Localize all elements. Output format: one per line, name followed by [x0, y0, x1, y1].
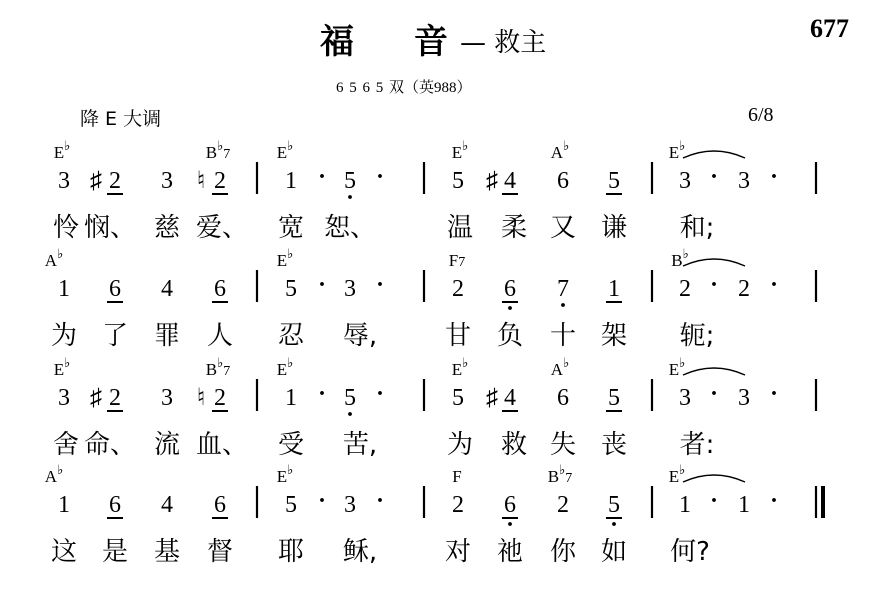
- chord-symbol: A♭: [550, 138, 570, 162]
- jianpu-note: 6: [109, 276, 121, 302]
- accidental-sign: ♯: [486, 168, 498, 194]
- lower-octave-dot: [508, 522, 512, 526]
- lyric-syllable: 温: [446, 213, 474, 243]
- lyric-syllable: 爱、: [195, 213, 249, 243]
- lyric-syllable: 负: [496, 321, 524, 351]
- jianpu-note: 2: [452, 492, 464, 518]
- duration-dot: ·: [317, 164, 327, 190]
- tie-slur: [683, 151, 745, 158]
- jianpu-note: 7: [557, 276, 569, 302]
- duration-dot: ·: [375, 381, 385, 407]
- jianpu-note: 3: [738, 168, 750, 194]
- jianpu-note: 2: [679, 276, 691, 302]
- lower-octave-dot: [348, 195, 352, 199]
- lyric-syllable: 祂: [496, 537, 524, 567]
- duration-dot: ·: [375, 272, 385, 298]
- jianpu-note: 6: [109, 492, 121, 518]
- chord-symbol: $B^♭_7$: [205, 355, 231, 379]
- tie-slur: [683, 475, 745, 482]
- accidental-sign: ♯: [90, 168, 102, 194]
- accidental-sign: ♯: [90, 385, 102, 411]
- lyric-syllable: 又: [549, 213, 577, 243]
- jianpu-note: 3: [738, 385, 750, 411]
- duration-dot: ·: [709, 381, 719, 407]
- lyric-syllable: 舍: [52, 430, 80, 460]
- lyric-syllable: 恕、: [323, 213, 377, 243]
- duration-dot: ·: [709, 164, 719, 190]
- jianpu-note: 2: [109, 385, 121, 411]
- jianpu-note: 5: [344, 168, 356, 194]
- lower-octave-dot: [561, 303, 565, 307]
- lyric-syllable: 柔: [500, 213, 528, 243]
- chord-symbol: E♭: [276, 246, 294, 270]
- jianpu-note: 3: [161, 385, 173, 411]
- lyric-syllable: 人: [206, 321, 234, 351]
- lyric-syllable: 轭;: [679, 321, 715, 351]
- chord-symbol: F: [452, 467, 462, 486]
- chord-symbol: E♭: [276, 138, 294, 162]
- tie-slur: [683, 259, 745, 266]
- chord-symbol: B♭: [671, 246, 689, 270]
- jianpu-note: 2: [557, 492, 569, 518]
- jianpu-note: 3: [679, 168, 691, 194]
- chord-symbol: E♭: [668, 355, 686, 379]
- jianpu-note: 3: [679, 385, 691, 411]
- jianpu-note: 1: [285, 385, 297, 411]
- chord-symbol: A♭: [44, 462, 64, 486]
- lyric-syllable: 如: [600, 537, 628, 567]
- lyric-syllable: 命、: [83, 430, 137, 460]
- chord-symbol: A♭: [44, 246, 64, 270]
- lyric-syllable: 为: [446, 430, 474, 460]
- jianpu-note: 4: [161, 492, 173, 518]
- jianpu-note: 2: [738, 276, 750, 302]
- lyric-syllable: 悯、: [83, 213, 137, 243]
- accidental-sign: ♮: [196, 385, 206, 411]
- lyric-syllable: 耶: [277, 537, 305, 567]
- lyric-syllable: 苦,: [342, 430, 378, 460]
- jianpu-note: 3: [344, 492, 356, 518]
- jianpu-note: 2: [452, 276, 464, 302]
- chord-symbol: E♭: [451, 138, 469, 162]
- lyric-syllable: 者:: [679, 430, 715, 460]
- duration-dot: ·: [375, 488, 385, 514]
- meter-label: 6 5 6 5 双（英988）: [336, 80, 472, 96]
- duration-dot: ·: [769, 272, 779, 298]
- lyric-syllable: 忍: [277, 321, 305, 351]
- lyric-syllable: 是: [101, 537, 129, 567]
- duration-dot: ·: [769, 488, 779, 514]
- lyric-syllable: 为: [50, 321, 78, 351]
- jianpu-note: 5: [452, 385, 464, 411]
- lyric-syllable: 这: [50, 537, 78, 567]
- duration-dot: ·: [769, 381, 779, 407]
- lower-octave-dot: [508, 306, 512, 310]
- lyric-syllable: 稣,: [342, 537, 378, 567]
- jianpu-note: 6: [557, 168, 569, 194]
- jianpu-note: 6: [504, 276, 516, 302]
- jianpu-note: 5: [285, 492, 297, 518]
- accidental-sign: ♮: [196, 168, 206, 194]
- chord-symbol: E♭: [668, 138, 686, 162]
- jianpu-note: 1: [679, 492, 691, 518]
- jianpu-note: 1: [738, 492, 750, 518]
- chord-symbol: F7: [448, 251, 466, 270]
- chord-symbol: E♭: [276, 462, 294, 486]
- lyric-syllable: 谦: [600, 213, 628, 243]
- duration-dot: ·: [709, 488, 719, 514]
- lyric-syllable: 基: [153, 537, 181, 567]
- chord-symbol: $B^♭_7$: [205, 138, 231, 162]
- jianpu-note: 3: [344, 276, 356, 302]
- lyric-syllable: 罪: [153, 321, 181, 351]
- jianpu-note: 5: [285, 276, 297, 302]
- lyric-syllable: 丧: [600, 430, 628, 460]
- lyric-syllable: 宽: [277, 213, 305, 243]
- lyric-syllable: 对: [444, 537, 472, 567]
- lyric-syllable: 救: [500, 430, 528, 460]
- lyric-syllable: 辱,: [342, 321, 378, 351]
- key-signature: 降 E 大调: [80, 108, 162, 130]
- jianpu-note: 2: [109, 168, 121, 194]
- jianpu-note: 6: [557, 385, 569, 411]
- lyric-syllable: 慈: [153, 213, 181, 243]
- duration-dot: ·: [375, 164, 385, 190]
- jianpu-note: 1: [58, 492, 70, 518]
- lyric-syllable: 怜: [52, 213, 80, 243]
- lower-octave-dot: [348, 412, 352, 416]
- lyric-syllable: 架: [600, 321, 628, 351]
- lyric-syllable: 血、: [195, 430, 249, 460]
- jianpu-note: 1: [608, 276, 620, 302]
- jianpu-note: 6: [214, 492, 226, 518]
- lyric-syllable: 十: [549, 321, 577, 351]
- jianpu-note: 3: [161, 168, 173, 194]
- jianpu-note: 5: [608, 492, 620, 518]
- accidental-sign: ♯: [486, 385, 498, 411]
- jianpu-note: 5: [608, 385, 620, 411]
- jianpu-note: 2: [214, 385, 226, 411]
- chord-symbol: E♭: [53, 138, 71, 162]
- jianpu-note: 6: [504, 492, 516, 518]
- duration-dot: ·: [317, 272, 327, 298]
- duration-dot: ·: [769, 164, 779, 190]
- duration-dot: ·: [317, 488, 327, 514]
- jianpu-note: 2: [214, 168, 226, 194]
- jianpu-note: 4: [504, 168, 516, 194]
- chord-symbol: E♭: [668, 462, 686, 486]
- lyric-syllable: 和;: [679, 213, 715, 243]
- jianpu-note: 5: [452, 168, 464, 194]
- lyric-syllable: 何?: [670, 537, 710, 567]
- lyric-syllable: 了: [101, 321, 129, 351]
- duration-dot: ·: [709, 272, 719, 298]
- chord-symbol: $B^♭_7$: [547, 462, 573, 486]
- duration-dot: ·: [317, 381, 327, 407]
- jianpu-note: 3: [58, 168, 70, 194]
- lyric-syllable: 流: [153, 430, 181, 460]
- chord-symbol: E♭: [53, 355, 71, 379]
- hymn-subtitle: — 救主: [460, 28, 547, 58]
- lyric-syllable: 失: [549, 430, 577, 460]
- lyric-syllable: 受: [277, 430, 305, 460]
- jianpu-note: 3: [58, 385, 70, 411]
- tie-slur: [683, 368, 745, 375]
- lyric-syllable: 你: [549, 537, 577, 567]
- jianpu-note: 6: [214, 276, 226, 302]
- chord-symbol: A♭: [550, 355, 570, 379]
- hymn-number: 677: [810, 14, 849, 43]
- lyric-syllable: 甘: [444, 321, 472, 351]
- chord-symbol: E♭: [451, 355, 469, 379]
- lyric-syllable: 督: [206, 537, 234, 567]
- jianpu-note: 5: [344, 385, 356, 411]
- jianpu-note: 4: [504, 385, 516, 411]
- jianpu-note: 1: [58, 276, 70, 302]
- hymn-title: 福 音: [320, 22, 472, 62]
- lower-octave-dot: [612, 522, 616, 526]
- jianpu-note: 4: [161, 276, 173, 302]
- time-signature: 6/8: [748, 104, 774, 126]
- jianpu-note: 5: [608, 168, 620, 194]
- chord-symbol: E♭: [276, 355, 294, 379]
- jianpu-note: 1: [285, 168, 297, 194]
